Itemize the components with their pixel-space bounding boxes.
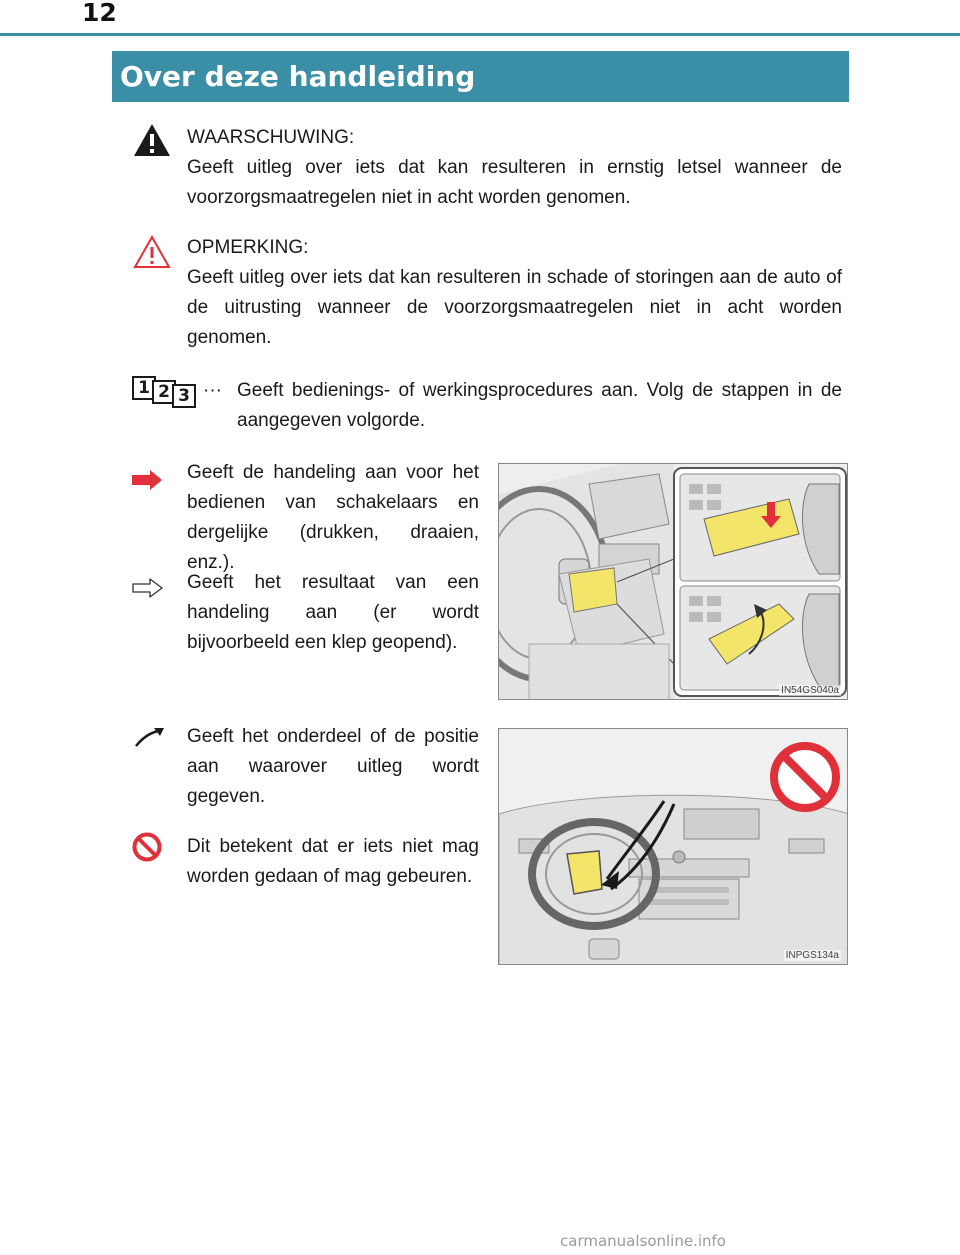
notice-text: Geeft uitleg over iets dat kan resulteren in schade of storingen aan de auto of de uitrusting wanneer de voorzorgsmaatregelen niet in acht worden genomen.	[187, 267, 842, 348]
console-drawing	[499, 464, 848, 700]
section-title-bar	[112, 51, 849, 102]
warning-text: Geeft uitleg over iets dat kan resulteren in ernstig letsel wanneer de voorzorgsmaatregelen niet in acht worden genomen.	[187, 157, 842, 208]
step-badges	[132, 376, 198, 408]
action-arrow-icon	[132, 470, 164, 490]
section-title: Over deze handleiding	[120, 60, 476, 93]
dashboard-illustration	[498, 728, 848, 965]
watermark: carmanualsonline.info	[560, 1232, 726, 1250]
dashboard-figure-code: INPGS134a	[785, 950, 839, 961]
warning-block	[187, 123, 842, 213]
step-badge-2: 2	[152, 380, 176, 404]
page-number: 12	[82, 0, 117, 27]
console-figure-code: IN54GS040a	[781, 685, 839, 696]
header-rule	[0, 33, 960, 36]
warning-triangle-icon	[132, 122, 172, 158]
notice-block	[187, 233, 842, 353]
steps-text: Geeft bedienings- of werkingsprocedures aan. Volg de stappen in de aangegeven volgorde.	[237, 380, 842, 431]
prohibited-icon	[132, 832, 162, 862]
result-arrow-icon	[132, 578, 164, 598]
dashboard-drawing	[499, 729, 848, 965]
prohibited-text: Dit betekent dat er iets niet mag worden gedaan of mag gebeuren.	[187, 836, 479, 887]
action-text: Geeft de handeling aan voor het bedienen van schakelaars en dergelijke (drukken, draaien, enz.).	[187, 462, 479, 573]
steps-dots: ···	[203, 380, 222, 401]
step-badge-3: 3	[172, 384, 196, 408]
console-illustration	[498, 463, 848, 700]
component-pointer-icon	[134, 726, 166, 748]
notice-heading: OPMERKING:	[187, 237, 309, 258]
step-badge-1: 1	[132, 376, 156, 400]
warning-heading: WAARSCHUWING:	[187, 127, 355, 148]
notice-triangle-icon	[132, 234, 172, 270]
component-text: Geeft het onderdeel of de positie aan waarover uitleg wordt gegeven.	[187, 726, 479, 807]
result-text: Geeft het resultaat van een handeling aan (er wordt bijvoorbeeld een klep geopend).	[187, 572, 479, 653]
